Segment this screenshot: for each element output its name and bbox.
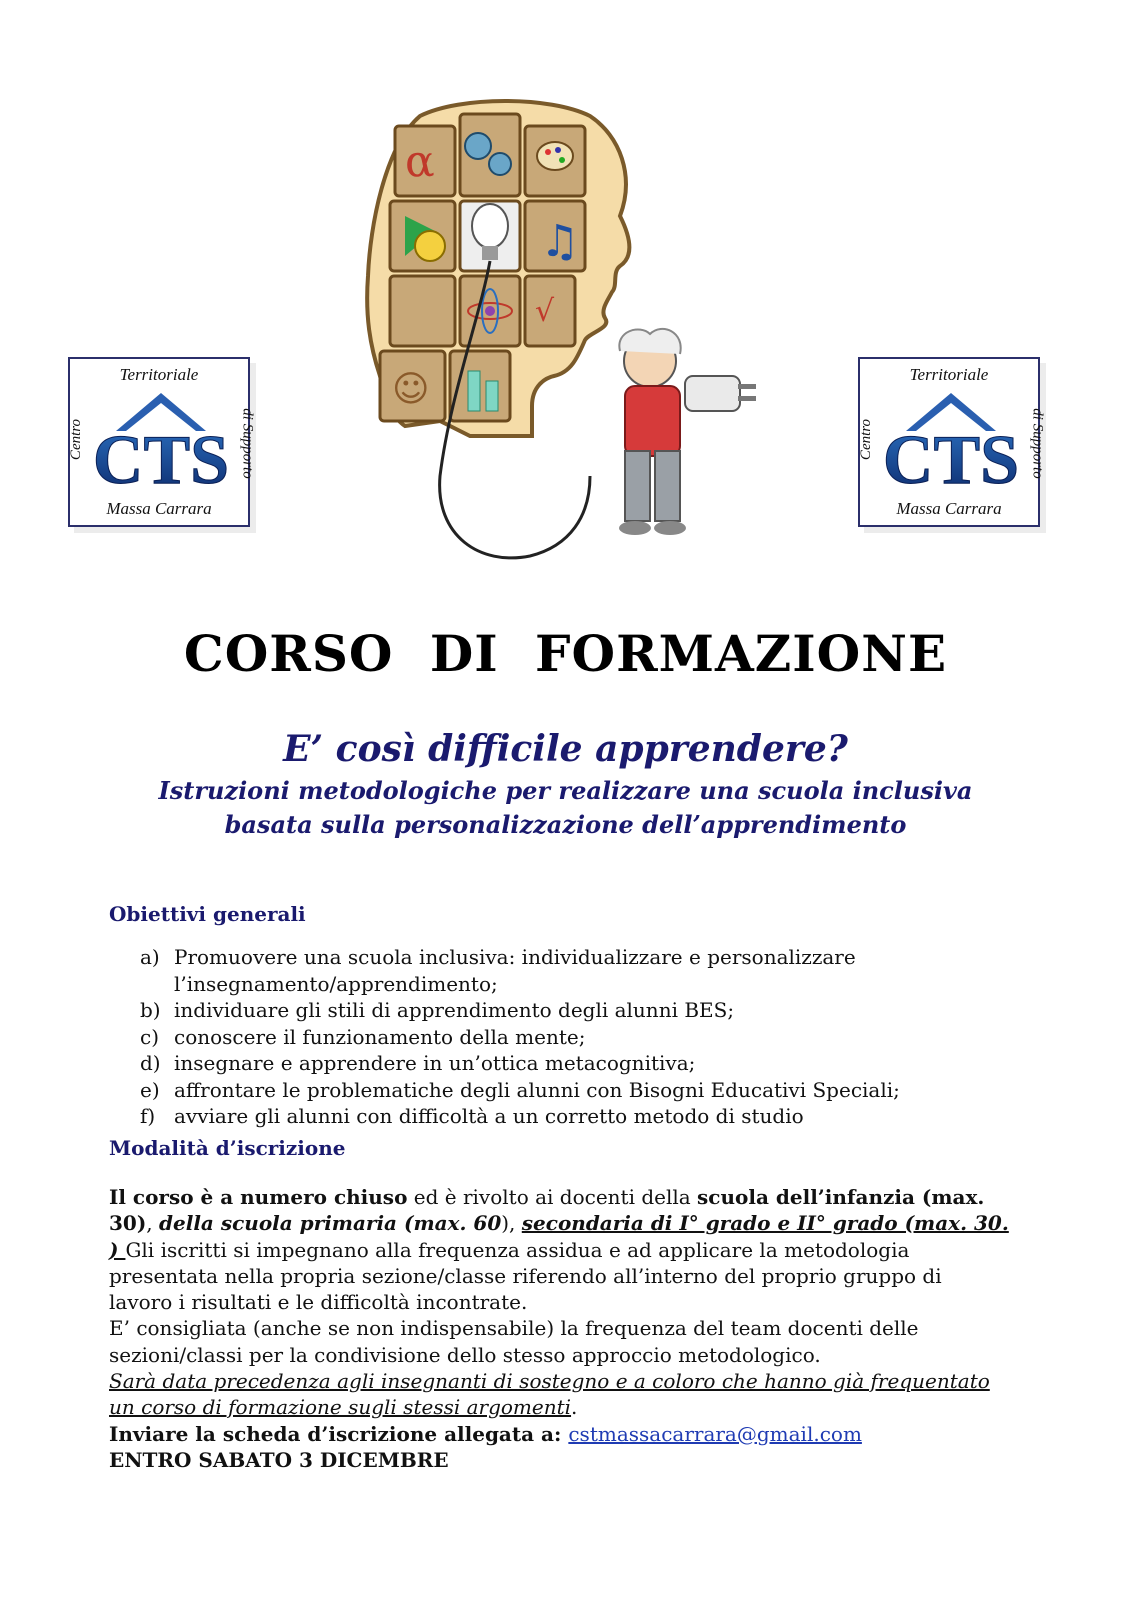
svg-text:α: α <box>405 136 435 187</box>
objectives-list <box>140 944 1040 1130</box>
logo-bottom-text: Massa Carrara <box>106 499 212 518</box>
list-item: d) insegnare e apprendere in un’ottica metacognitiva; <box>140 1051 696 1075</box>
svg-text:☺: ☺ <box>392 369 430 410</box>
cts-logo-right <box>858 357 1046 527</box>
svg-text:CTS: CTS <box>92 422 230 499</box>
subtitle-line-1: Istruzioni metodologiche per realizzare una scuola inclusiva <box>158 776 973 805</box>
list-item: c) conoscere il funzionamento della mente; <box>140 1024 586 1049</box>
logo-left-text: Centro <box>858 418 875 461</box>
list-item: e) affrontare le problematiche degli alunni con Bisogni Educativi Speciali; <box>140 1077 900 1102</box>
svg-text:♫: ♫ <box>540 216 580 267</box>
logo-top-text: Territoriale <box>909 365 989 384</box>
list-item: f) avviare gli alunni con difficoltà a un corretto metodo di studio <box>140 1104 804 1128</box>
cts-mark-icon <box>92 393 230 499</box>
enrollment-paragraph-3: Sarà data precedenza agli insegnanti di sostegno e a coloro che hanno già frequentato un corso di formazione sugli stessi argomenti. <box>109 1369 990 1420</box>
enrollment-heading: Modalità d’iscrizione <box>109 1136 346 1160</box>
enrollment-paragraph-2: E’ consigliata (anche se non indispensabile) la frequenza del team docenti delle sezioni/classi per la condivisione dello stesso approccio metodologico. <box>109 1316 919 1367</box>
svg-text:CTS: CTS <box>882 422 1020 499</box>
subtitle: E’ così difficile apprendere? <box>283 728 848 770</box>
cts-logo-left <box>68 357 256 527</box>
email-link[interactable]: cstmassacarrara@gmail.com <box>568 1421 862 1446</box>
logo-top-text: Territoriale <box>119 365 199 384</box>
subtitle-line-2: basata sulla personalizzazione dell’apprendimento <box>224 810 907 839</box>
deadline: ENTRO SABATO 3 DICEMBRE <box>109 1447 449 1472</box>
svg-text:√: √ <box>535 294 555 329</box>
objectives-heading: Obiettivi generali <box>109 902 306 926</box>
logo-bottom-text: Massa Carrara <box>896 499 1002 518</box>
logo-right-text: di Supporto <box>239 408 256 479</box>
list-item: a) Promuovere una scuola inclusiva: individualizzare e personalizzare l’insegnamento/apprendimento; <box>140 945 856 996</box>
list-item: b) individuare gli stili di apprendimento degli alunni BES; <box>140 998 735 1022</box>
page-title: CORSO DI FORMAZIONE <box>183 624 948 683</box>
head-shelves-illustration <box>350 96 770 586</box>
logo-left-text: Centro <box>68 418 85 461</box>
cts-mark-icon <box>882 393 1020 499</box>
logo-right-text: di Supporto <box>1029 408 1046 479</box>
enrollment-body <box>109 1184 1009 1473</box>
send-line: Inviare la scheda d’iscrizione allegata a: cstmassacarrara@gmail.com <box>109 1421 862 1446</box>
enrollment-paragraph-1: Il corso è a numero chiuso ed è rivolto ai docenti della scuola dell’infanzia (max. 30), della scuola primaria (max. 60), secondaria di I° grado e II° grado (max. 30. ) Gli iscritti si impegnano alla frequenza assidua e ad applicare la metodologia presentata nella propria sezione/classe riferendo all’interno del proprio gruppo di lavoro i risultati e le difficoltà incontrate. <box>109 1185 1009 1315</box>
